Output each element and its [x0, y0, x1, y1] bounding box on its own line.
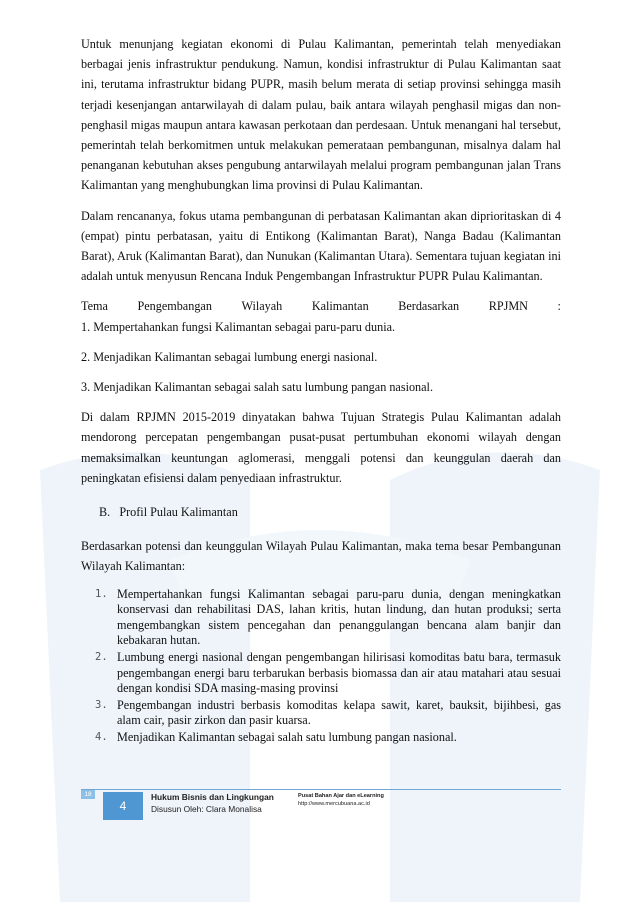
tema-block — [81, 296, 561, 336]
tema-item-3: 3. Menjadikan Kalimantan sebagai salah satu lumbung pangan nasional. — [81, 380, 433, 395]
tema-item-1: 1. Mempertahankan fungsi Kalimantan sebagai paru-paru dunia. — [81, 319, 396, 334]
page-number-box: 4 — [103, 792, 143, 820]
list-item — [95, 698, 561, 729]
paragraph-intro: Untuk menunjang kegiatan ekonomi di Pulau Kalimantan, pemerintah telah menyediakan berbagai jenis infrastruktur pendukung. Namun, kondisi infrastruktur di Pulau Kalimantan saat ini, terutama infrastruktur bidang PUPR, masih belum merata di setiap provinsi sehingga masih terjadi kesenjangan antarwilayah di dalam pulau, baik antara wilayah penghasil migas dan non-penghasil migas maupun antara kawasan perkotaan dan perdesaan. Untuk menangani hal tersebut, pemerintah telah berkomitmen untuk melakukan pemerataan pembangunan, misalnya dalam hal penanganan kebutuhan akses pengubung antarwilayah melalui program pembangunan jalan Trans Kalimantan yang menghubungkan lima provinsi di Pulau Kalimantan. — [81, 37, 561, 193]
main-content — [81, 34, 561, 747]
tema-word: Berdasarkan — [398, 299, 460, 314]
list-item — [95, 650, 561, 697]
list-number: 4. — [95, 731, 108, 744]
numbered-list — [81, 587, 561, 746]
list-item-text: Menjadikan Kalimantan sebagai salah satu lumbung pangan nasional. — [117, 730, 457, 745]
list-number: 2. — [95, 651, 108, 664]
section-heading-b: B. Profil Pulau Kalimantan — [99, 505, 238, 520]
tema-word: Tema — [81, 299, 108, 314]
list-number: 1. — [95, 587, 108, 600]
elearning-center-name: Pusat Bahan Ajar dan eLearning — [298, 793, 384, 799]
university-url: http://www.mercubuana.ac.id — [298, 801, 370, 807]
page-tab-label: 18 — [81, 790, 95, 799]
list-item-text: Lumbung energi nasional dengan pengembangan hilirisasi komoditas batu bara, termasuk pengembangan energi baru terbarukan berbasis biomassa dan air atau matahari atau sesuai dengan kondisi SDA masing-masing provinsi — [117, 650, 561, 696]
tema-heading-line — [81, 296, 561, 316]
list-number: 3. — [95, 698, 108, 711]
tema-word: Kalimantan — [311, 299, 369, 314]
tema-word: RPJMN — [488, 299, 528, 314]
page-footer — [81, 789, 561, 829]
list-item — [95, 587, 561, 649]
author-line: Disusun Oleh: Clara Monalisa — [151, 804, 262, 814]
footer-divider — [81, 789, 561, 790]
tema-word: : — [557, 299, 561, 314]
list-item — [95, 730, 561, 746]
paragraph-border-plan: Dalam rencananya, fokus utama pembangunan di perbatasan Kalimantan akan diprioritaskan di 4 (empat) pintu perbatasan, yaitu di Entikong (Kalimantan Barat), Nanga Badau (Kalimantan Barat), Aruk (Kalimantan Barat), dan Nunukan (Kalimantan Utara). Sementara tujuan kegiatan ini adalah untuk menyusun Rencana Induk Pengembangan Infrastruktur PUPR Pulau Kalimantan. — [81, 208, 561, 284]
paragraph-rpjmn: Di dalam RPJMN 2015-2019 dinyatakan bahwa Tujuan Strategis Pulau Kalimantan adalah mendorong percepatan pengembangan pusat-pusat pertumbuhan ekonomi wilayah dengan memaksimalkan keuntungan aglomerasi, menggali potensi dan keunggulan daerah dan peningkatan efisiensi dalam penyediaan infrastruktur. — [81, 410, 561, 485]
list-item-text: Mempertahankan fungsi Kalimantan sebagai paru-paru dunia, dengan meningkatkan konservasi dan rehabilitasi DAS, lahan kritis, hutan lindung, dan hutan produksi; serta mengembangkan sistem pencegahan dan penanggulangan bencana alam banjir dan kebakaran hutan. — [117, 586, 561, 648]
tema-item-2: 2. Menjadikan Kalimantan sebagai lumbung energi nasional. — [81, 349, 378, 364]
list-item-text: Pengembangan industri berbasis komoditas kelapa sawit, karet, bauksit, bijihbesi, gas alam cair, pasir zirkon dan pasir kuarsa. — [117, 697, 561, 728]
course-title: Hukum Bisnis dan Lingkungan — [151, 792, 274, 802]
tema-word: Wilayah — [241, 299, 283, 314]
tema-word: Pengembangan — [137, 299, 212, 314]
paragraph-potensi: Berdasarkan potensi dan keunggulan Wilayah Pulau Kalimantan, maka tema besar Pembangunan Wilayah Kalimantan: — [81, 539, 561, 574]
